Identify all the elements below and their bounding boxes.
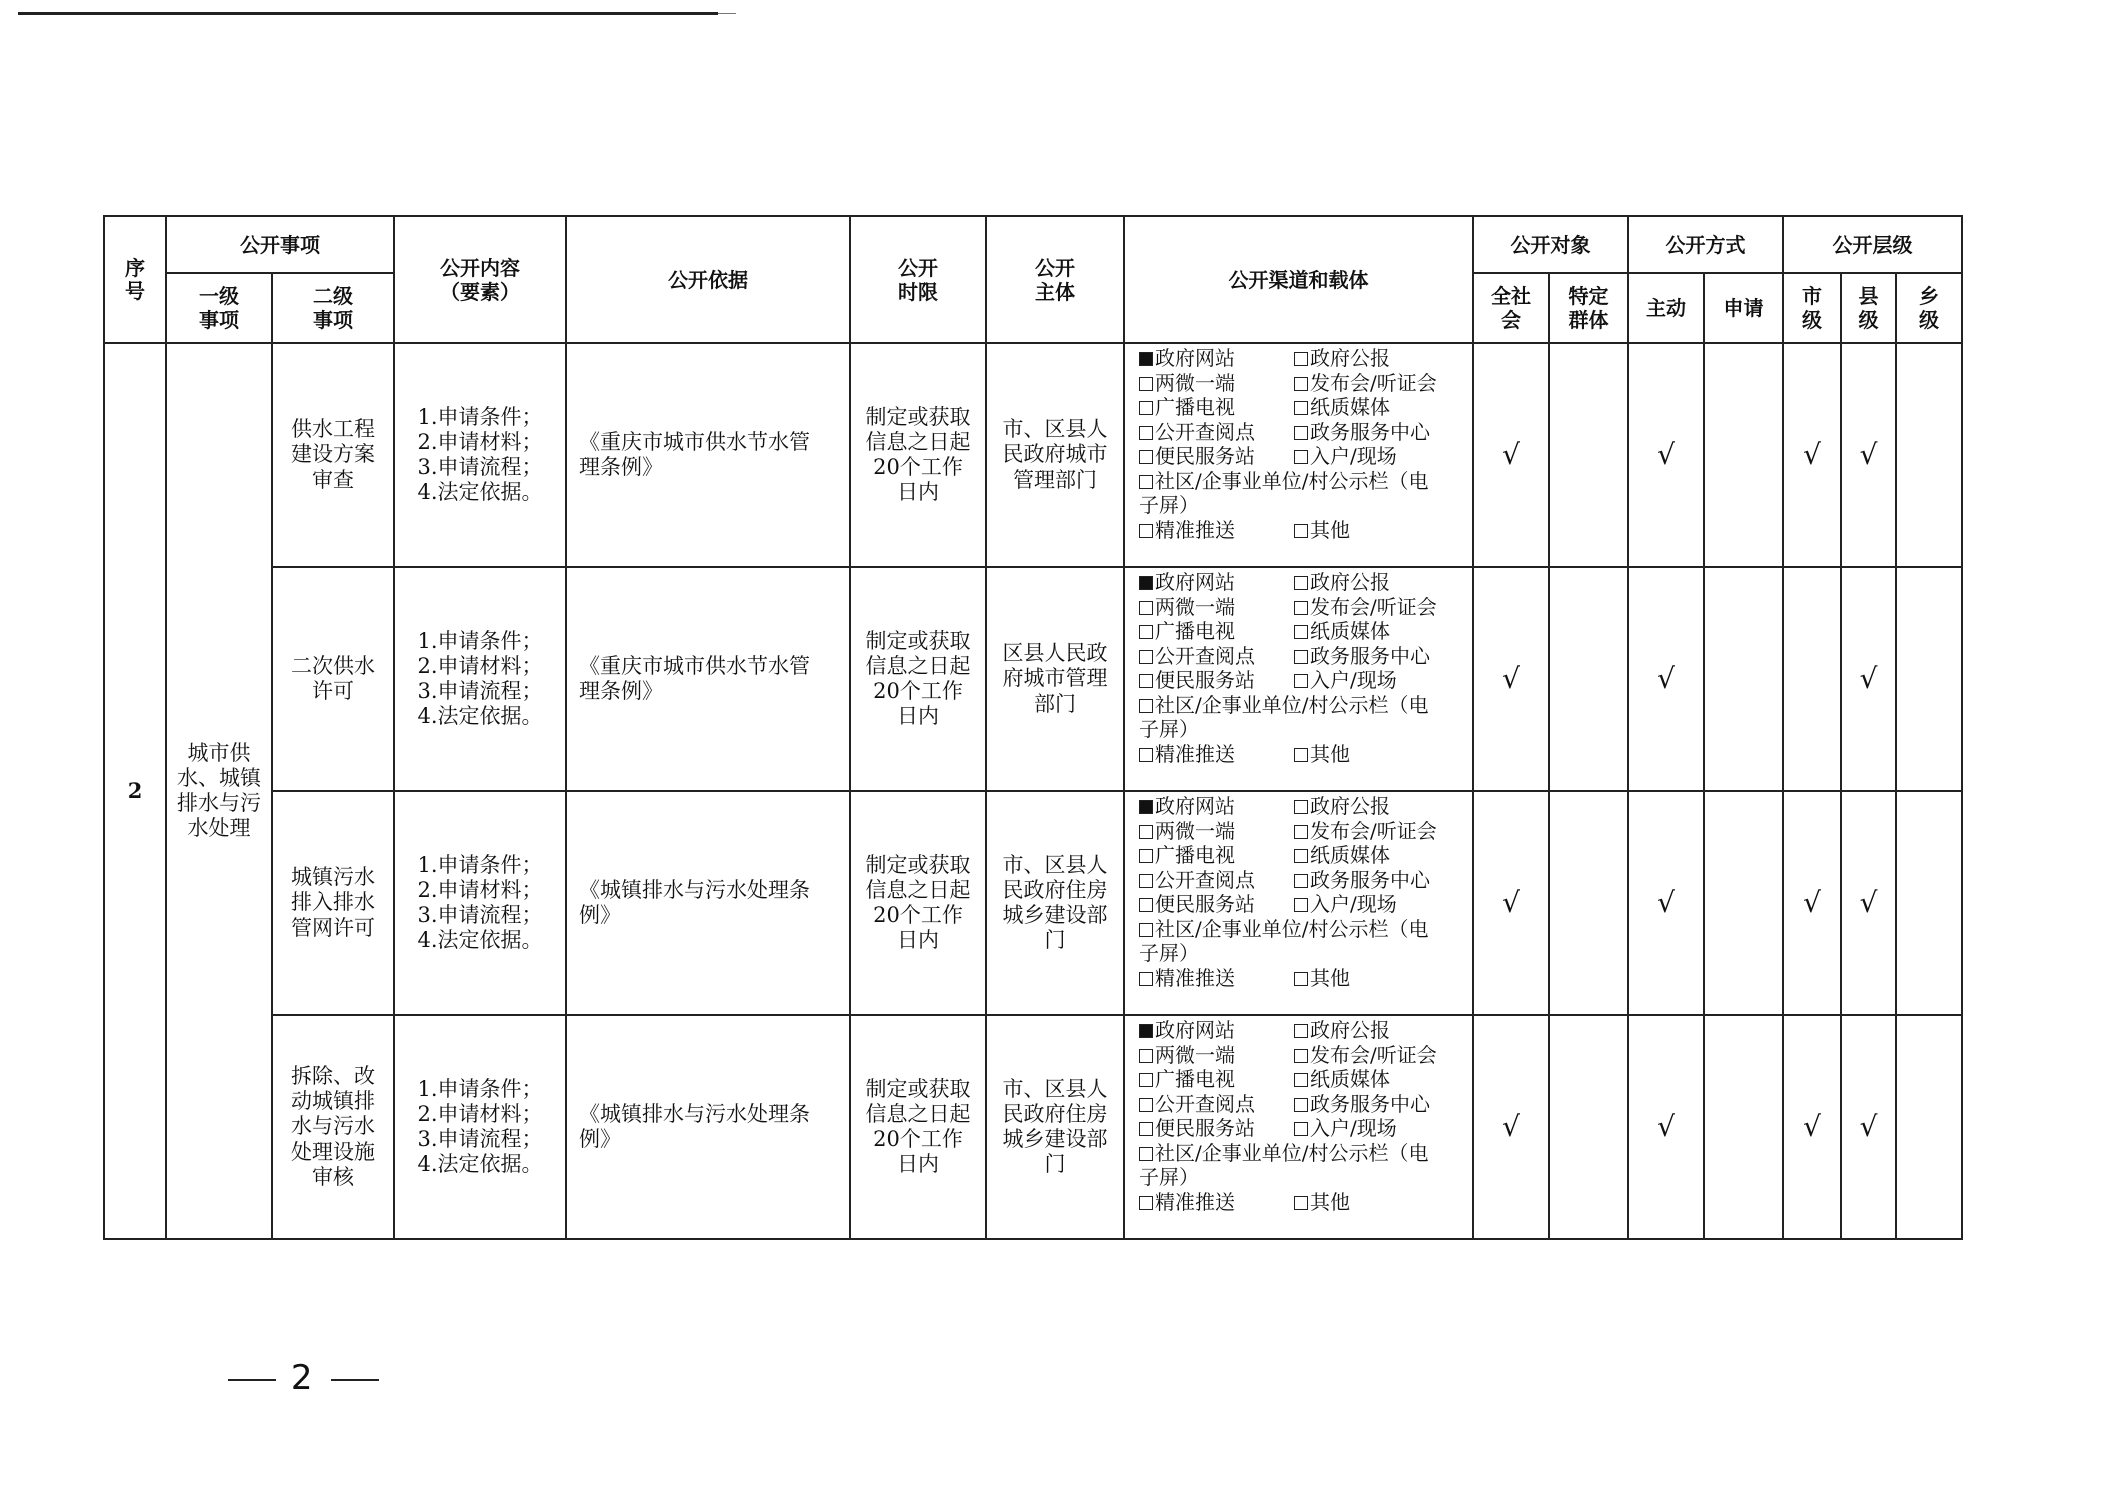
target-specific-cell	[1549, 567, 1628, 791]
level-city-cell	[1783, 343, 1841, 567]
channel-gov-gazette: 政府公报	[1310, 570, 1390, 594]
content-cell	[394, 343, 566, 567]
level2-cell: 拆除、改动城镇排水与污水处理设施审核	[272, 1015, 394, 1239]
channel-other: 其他	[1310, 1189, 1350, 1214]
channel-service-station: 便民服务站	[1155, 892, 1255, 916]
level-county-cell	[1841, 343, 1896, 567]
channels-cell	[1124, 1015, 1473, 1239]
header-method-active: 主动	[1628, 273, 1704, 343]
channel-service-center: 政务服务中心	[1310, 867, 1430, 892]
channel-service-center: 政务服务中心	[1310, 1091, 1430, 1116]
channel-paper-media: 纸质媒体	[1310, 395, 1390, 419]
time-limit-cell: 制定或获取信息之日起20个工作日内	[850, 1015, 986, 1239]
check-mark: √	[1859, 1110, 1878, 1144]
target-all-cell	[1473, 1015, 1549, 1239]
header-channels: 公开渠道和载体	[1124, 216, 1473, 343]
channel-public-reading: 公开查阅点	[1155, 1091, 1255, 1116]
channel-public-reading: 公开查阅点	[1155, 419, 1255, 444]
channel-broadcast-tv: 广播电视	[1155, 619, 1235, 643]
channel-gov-website: 政府网站	[1155, 346, 1235, 370]
channel-service-station: 便民服务站	[1155, 444, 1255, 468]
channel-paper-media: 纸质媒体	[1310, 619, 1390, 643]
check-mark: √	[1502, 662, 1520, 696]
header-level2: 二级事项	[272, 273, 394, 343]
level-city-cell	[1783, 1015, 1841, 1239]
page-number: 2	[228, 1358, 379, 1398]
header-matters: 公开事项	[166, 216, 394, 273]
header-level1: 一级事项	[166, 273, 272, 343]
method-active-cell	[1628, 343, 1704, 567]
channel-bulletin: 社区/企事业单位/村公示栏（电子屏）	[1139, 468, 1429, 517]
method-active-cell	[1628, 567, 1704, 791]
seq-cell: 2	[104, 343, 166, 1239]
channel-door-to-door: 入户/现场	[1310, 444, 1397, 468]
check-mark: √	[1859, 438, 1878, 472]
method-apply-cell	[1704, 791, 1783, 1015]
channel-broadcast-tv: 广播电视	[1155, 843, 1235, 867]
channel-service-station: 便民服务站	[1155, 1116, 1255, 1140]
channel-gov-website: 政府网站	[1155, 794, 1235, 818]
basis-cell: 《城镇排水与污水处理条例》	[566, 791, 850, 1015]
content-item: 2.申请材料；	[417, 877, 543, 902]
level-county-cell	[1841, 791, 1896, 1015]
check-mark: √	[1803, 438, 1821, 472]
content-item: 1.申请条件；	[417, 1076, 543, 1101]
check-mark: √	[1502, 438, 1520, 472]
channel-gov-website: 政府网站	[1155, 1018, 1235, 1042]
header-target-all: 全社会	[1473, 273, 1549, 343]
channel-bulletin: 社区/企事业单位/村公示栏（电子屏）	[1139, 1140, 1429, 1189]
check-mark: √	[1859, 662, 1878, 696]
channel-other: 其他	[1310, 741, 1350, 766]
target-all-cell	[1473, 567, 1549, 791]
header-subject: 公开主体	[986, 216, 1124, 343]
content-item: 3.申请流程；	[417, 679, 543, 703]
check-mark: √	[1803, 1110, 1821, 1144]
header-level-county: 县级	[1841, 273, 1896, 343]
level-town-cell	[1896, 343, 1962, 567]
content-item: 2.申请材料；	[417, 653, 543, 678]
content-item: 3.申请流程；	[417, 455, 543, 479]
check-mark: √	[1502, 886, 1520, 920]
basis-cell: 《重庆市城市供水节水管理条例》	[566, 343, 850, 567]
header-basis: 公开依据	[566, 216, 850, 343]
check-mark: √	[1502, 1110, 1520, 1144]
check-mark: √	[1657, 438, 1675, 472]
channel-paper-media: 纸质媒体	[1310, 843, 1390, 867]
channel-public-reading: 公开查阅点	[1155, 643, 1255, 668]
header-level-town: 乡级	[1896, 273, 1962, 343]
channel-broadcast-tv: 广播电视	[1155, 1067, 1235, 1091]
header-method: 公开方式	[1628, 216, 1783, 273]
time-limit-cell: 制定或获取信息之日起20个工作日内	[850, 791, 986, 1015]
subject-cell: 市、区县人民政府住房城乡建设部门	[986, 791, 1124, 1015]
header-level-city: 市级	[1783, 273, 1841, 343]
content-item: 4.法定依据。	[417, 480, 543, 505]
content-item: 2.申请材料；	[417, 429, 543, 454]
level2-cell: 城镇污水排入排水管网许可	[272, 791, 394, 1015]
disclosure-table	[103, 215, 1963, 1240]
channel-precise-push: 精准推送	[1155, 1189, 1235, 1214]
channel-two-micro-one-end: 两微一端	[1155, 1042, 1235, 1067]
channel-door-to-door: 入户/现场	[1310, 668, 1397, 692]
channel-press-hearing: 发布会/听证会	[1310, 818, 1437, 843]
level-town-cell	[1896, 567, 1962, 791]
method-apply-cell	[1704, 343, 1783, 567]
subject-cell: 区县人民政府城市管理部门	[986, 567, 1124, 791]
level2-cell: 供水工程建设方案审查	[272, 343, 394, 567]
check-mark: √	[1657, 662, 1675, 696]
table-row	[104, 343, 1962, 567]
level-city-cell	[1783, 567, 1841, 791]
channel-gov-gazette: 政府公报	[1310, 794, 1390, 818]
channel-two-micro-one-end: 两微一端	[1155, 818, 1235, 843]
method-active-cell	[1628, 1015, 1704, 1239]
time-limit-cell: 制定或获取信息之日起20个工作日内	[850, 343, 986, 567]
subject-cell: 市、区县人民政府住房城乡建设部门	[986, 1015, 1124, 1239]
channel-gov-gazette: 政府公报	[1310, 1018, 1390, 1042]
channel-broadcast-tv: 广播电视	[1155, 395, 1235, 419]
channel-press-hearing: 发布会/听证会	[1310, 1042, 1437, 1067]
content-item: 1.申请条件；	[417, 628, 543, 653]
channel-precise-push: 精准推送	[1155, 517, 1235, 542]
check-mark: √	[1803, 886, 1821, 920]
channel-press-hearing: 发布会/听证会	[1310, 594, 1437, 619]
header-level: 公开层级	[1783, 216, 1962, 273]
channel-bulletin: 社区/企事业单位/村公示栏（电子屏）	[1139, 692, 1429, 741]
channel-gov-website: 政府网站	[1155, 570, 1235, 594]
level2-cell: 二次供水许可	[272, 567, 394, 791]
channel-other: 其他	[1310, 965, 1350, 990]
channel-service-center: 政务服务中心	[1310, 643, 1430, 668]
method-apply-cell	[1704, 1015, 1783, 1239]
header-target-specific: 特定群体	[1549, 273, 1628, 343]
content-cell	[394, 791, 566, 1015]
channel-two-micro-one-end: 两微一端	[1155, 594, 1235, 619]
target-specific-cell	[1549, 343, 1628, 567]
basis-cell: 《重庆市城市供水节水管理条例》	[566, 567, 850, 791]
content-item: 3.申请流程；	[417, 903, 543, 927]
check-mark: √	[1859, 886, 1878, 920]
channel-press-hearing: 发布会/听证会	[1310, 370, 1437, 395]
level1-cell: 城市供水、城镇排水与污水处理	[166, 343, 272, 1239]
channel-door-to-door: 入户/现场	[1310, 1116, 1397, 1140]
content-item: 1.申请条件；	[417, 852, 543, 877]
target-all-cell	[1473, 343, 1549, 567]
content-item: 2.申请材料；	[417, 1101, 543, 1126]
check-mark: √	[1657, 886, 1675, 920]
channels-cell	[1124, 567, 1473, 791]
channels-cell	[1124, 343, 1473, 567]
level-county-cell	[1841, 1015, 1896, 1239]
header-target: 公开对象	[1473, 216, 1628, 273]
method-active-cell	[1628, 791, 1704, 1015]
content-item: 4.法定依据。	[417, 704, 543, 729]
basis-cell: 《城镇排水与污水处理条例》	[566, 1015, 850, 1239]
content-item: 1.申请条件；	[417, 404, 543, 429]
table-row	[104, 791, 1962, 1015]
channel-precise-push: 精准推送	[1155, 741, 1235, 766]
content-item: 3.申请流程；	[417, 1127, 543, 1151]
time-limit-cell: 制定或获取信息之日起20个工作日内	[850, 567, 986, 791]
method-apply-cell	[1704, 567, 1783, 791]
target-all-cell	[1473, 791, 1549, 1015]
check-mark: √	[1657, 1110, 1675, 1144]
channels-cell	[1124, 791, 1473, 1015]
level-county-cell	[1841, 567, 1896, 791]
channel-public-reading: 公开查阅点	[1155, 867, 1255, 892]
content-item: 4.法定依据。	[417, 1152, 543, 1177]
level-town-cell	[1896, 791, 1962, 1015]
table-row	[104, 567, 1962, 791]
table-row	[104, 1015, 1962, 1239]
level-city-cell	[1783, 791, 1841, 1015]
channel-gov-gazette: 政府公报	[1310, 346, 1390, 370]
header-seq: 序号	[104, 216, 166, 343]
top-rule-tail	[718, 13, 736, 14]
channel-other: 其他	[1310, 517, 1350, 542]
target-specific-cell	[1549, 1015, 1628, 1239]
target-specific-cell	[1549, 791, 1628, 1015]
channel-precise-push: 精准推送	[1155, 965, 1235, 990]
content-cell	[394, 567, 566, 791]
channel-door-to-door: 入户/现场	[1310, 892, 1397, 916]
content-item: 4.法定依据。	[417, 928, 543, 953]
channel-service-station: 便民服务站	[1155, 668, 1255, 692]
top-rule	[18, 12, 718, 15]
header-method-apply: 申请	[1704, 273, 1783, 343]
content-cell	[394, 1015, 566, 1239]
header-content: 公开内容（要素）	[394, 216, 566, 343]
subject-cell: 市、区县人民政府城市管理部门	[986, 343, 1124, 567]
level-town-cell	[1896, 1015, 1962, 1239]
channel-service-center: 政务服务中心	[1310, 419, 1430, 444]
channel-paper-media: 纸质媒体	[1310, 1067, 1390, 1091]
channel-two-micro-one-end: 两微一端	[1155, 370, 1235, 395]
channel-bulletin: 社区/企事业单位/村公示栏（电子屏）	[1139, 916, 1429, 965]
header-time-limit: 公开时限	[850, 216, 986, 343]
